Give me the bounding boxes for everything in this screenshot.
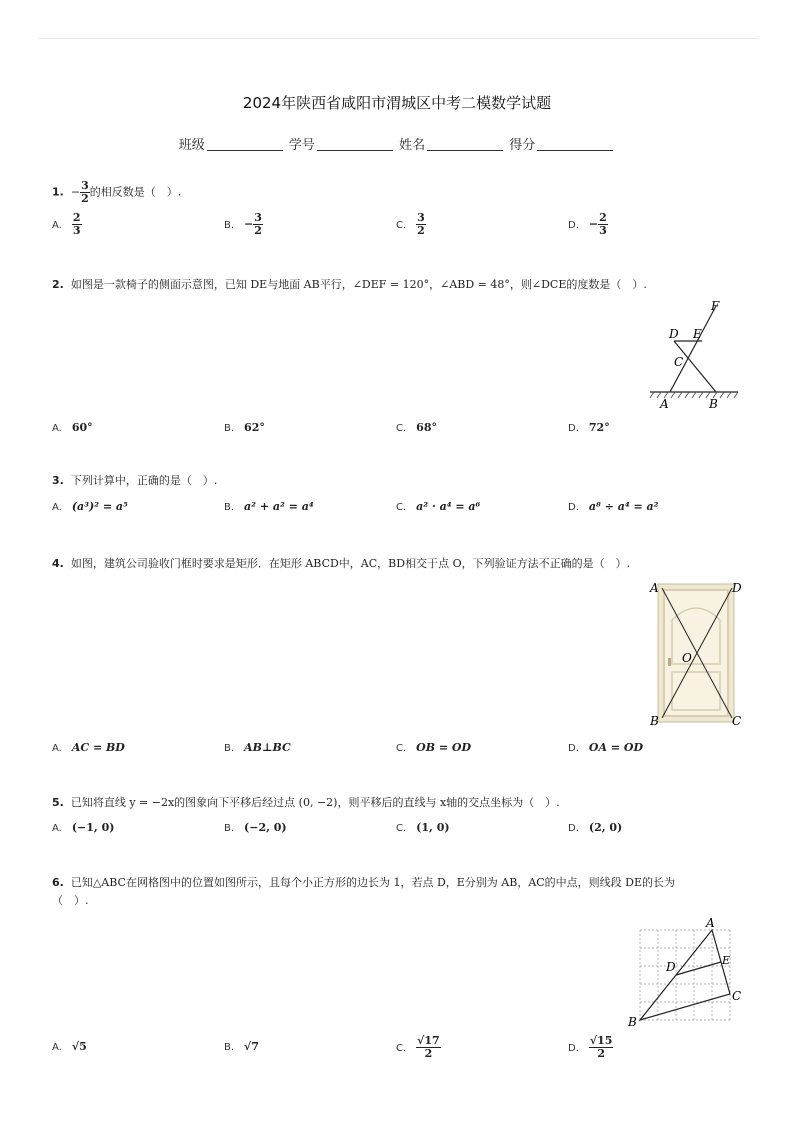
q1-option-d[interactable]: D. − $\frac{2}{3}$ [568,211,607,237]
q1-option-b[interactable]: B. − $\frac{3}{2}$ [224,211,262,237]
header-rule [38,38,758,39]
label-E: E [722,954,731,967]
label-F: F [711,299,720,313]
q5-option-c[interactable]: C. (1, 0) [396,821,450,834]
q6-option-c[interactable]: C. $\frac{√17}{2}$ [396,1034,440,1060]
label-B: B [709,397,718,411]
question-6: 6. 已知△ABC在网格图中的位置如图所示，且每个小正方形的边长为 1，若点 D，E分别为 AB，AC的中点，则线段 DE的长为 （ ）. [52,876,676,907]
q5-option-b[interactable]: B. (−2, 0) [224,821,287,834]
q3-option-b[interactable]: B. a² + a² = a⁴ [224,500,314,513]
label-D: D [666,960,676,974]
score-label: 得分 [509,138,536,153]
q3-option-a[interactable]: A. (a³)² = a⁵ [52,500,128,513]
question-number: 1. [52,185,64,199]
q2-option-b[interactable]: B. 62° [224,421,265,434]
question-stem: 如图，建筑公司验收门框时要求是矩形．在矩形 ABCD中，AC，BD相交于点 O，下列验证方法不正确的是（ ）. [70,557,631,570]
question-1 [52,180,181,205]
page-title: 2024年陕西省咸阳市渭城区中考二模数学试题 [242,94,552,112]
question-2: 2. 如图是一款椅子的侧面示意图，已知 DE与地面 AB平行，∠DEF = 120°，∠ABD = 48°，则∠DCE的度数是（ ）. [52,278,647,291]
stem-prefix: − [70,185,81,199]
question-stem: 已知将直线 y = −2x的图象向下平移后经过点 (0, −2)，则平移后的直线与 x轴的交点坐标为（ ）. [70,796,560,809]
question-4: 4. 如图，建筑公司验收门框时要求是矩形．在矩形 ABCD中，AC，BD相交于点 O，下列验证方法不正确的是（ ）. [52,557,631,570]
score-blank[interactable] [537,138,613,151]
question-5: 5. 已知将直线 y = −2x的图象向下平移后经过点 (0, −2)，则平移后的直线与 x轴的交点坐标为（ ）. [52,796,560,809]
label-A: A [660,397,669,411]
q1-option-c[interactable]: C. $\frac{3}{2}$ [396,211,425,237]
question-stem: 下列计算中，正确的是（ ）. [70,474,218,487]
door-figure [648,578,746,730]
label-B: B [628,1015,637,1029]
question-stem-end: （ ）. [52,894,89,907]
q5-option-a[interactable]: A. (−1, 0) [52,821,115,834]
q6-option-d[interactable]: D. $\frac{√15}{2}$ [568,1034,613,1060]
q4-option-b[interactable]: B. AB⊥BC [224,741,291,754]
label-A: A [706,916,715,930]
id-label: 学号 [288,138,315,153]
label-A: A [650,581,659,595]
question-stem: 如图是一款椅子的侧面示意图，已知 DE与地面 AB平行，∠DEF = 120°，∠ABD = 48°，则∠DCE的度数是（ ）. [70,278,647,291]
q2-option-c[interactable]: C. 68° [396,421,437,434]
label-C: C [732,714,742,728]
q6-option-b[interactable]: B. √7 [224,1040,259,1053]
label-O: O [682,651,692,665]
chair-figure [644,296,744,412]
label-C: C [674,355,684,369]
q4-option-a[interactable]: A. AC = BD [52,741,125,754]
q6-option-a[interactable]: A. √5 [52,1040,87,1053]
id-blank[interactable] [317,138,393,151]
class-blank[interactable] [207,138,283,151]
stem-fraction: $\frac{3}{2}$ [81,179,89,205]
q3-option-d[interactable]: D. a⁸ ÷ a⁴ = a² [568,500,659,513]
question-stem: 已知△ABC在网格图中的位置如图所示，且每个小正方形的边长为 1，若点 D，E分别为 AB，AC的中点，则线段 DE的长为 [70,876,676,889]
question-stem: 的相反数是（ ）. [89,185,182,199]
name-blank[interactable] [427,138,503,151]
q1-option-a[interactable]: A. $\frac{2}{3}$ [52,211,81,237]
q2-option-a[interactable]: A. 60° [52,421,93,434]
q4-option-d[interactable]: D. OA = OD [568,741,644,754]
q3-option-c[interactable]: C. a² · a⁴ = a⁶ [396,500,481,513]
grid-triangle-figure [626,914,748,1030]
student-info-line [0,134,794,153]
label-E: E [693,327,702,341]
label-D: D [732,581,742,595]
class-label: 班级 [178,138,205,153]
q2-option-d[interactable]: D. 72° [568,421,610,434]
question-3: 3. 下列计算中，正确的是（ ）. [52,474,218,487]
label-C: C [732,989,742,1003]
label-D: D [669,327,679,341]
q5-option-d[interactable]: D. (2, 0) [568,821,623,834]
label-B: B [650,714,659,728]
name-label: 姓名 [399,138,426,153]
q4-option-c[interactable]: C. OB = OD [396,741,472,754]
